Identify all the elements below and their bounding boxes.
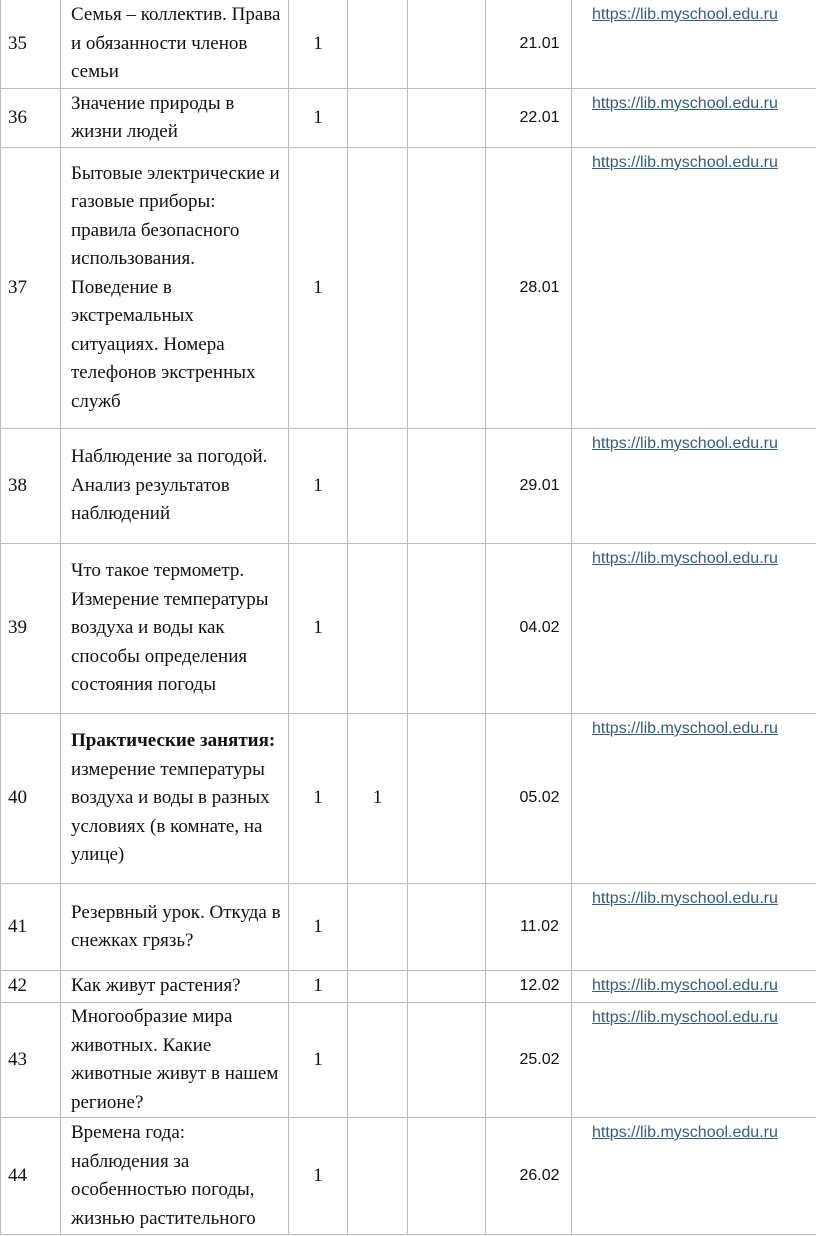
resource-link[interactable]: https://lib.myschool.edu.ru [592,6,778,23]
empty-cell [408,89,486,148]
resource-link-cell [572,429,816,544]
lesson-topic: Бытовые электрические и газовые приборы: правила безопасного использования. Поведение в экстремальных ситуациях. Номера телефонов экстренных служб [61,148,289,429]
lesson-topic: Как живут растения? [61,971,289,1003]
table-row [1,884,816,971]
lesson-date: 11.02 [486,884,572,971]
lesson-number: 36 [1,89,61,148]
table-row [1,0,816,89]
resource-link[interactable]: https://lib.myschool.edu.ru [592,435,778,452]
lesson-date: 25.02 [486,1003,572,1118]
resource-link[interactable]: https://lib.myschool.edu.ru [592,890,778,907]
table-row [1,544,816,714]
resource-link[interactable]: https://lib.myschool.edu.ru [592,1009,778,1026]
resource-link-cell [572,0,816,89]
lesson-date: 05.02 [486,714,572,884]
table-row [1,714,816,884]
resource-link[interactable]: https://lib.myschool.edu.ru [592,977,778,994]
empty-cell [408,148,486,429]
lesson-number: 40 [1,714,61,884]
resource-link[interactable]: https://lib.myschool.edu.ru [592,1124,778,1141]
lesson-topic: Многообразие мира животных. Какие животные живут в нашем регионе? [61,1003,289,1118]
lesson-number: 42 [1,971,61,1003]
lesson-number: 44 [1,1118,61,1235]
lesson-practice-hours [348,0,408,89]
resource-link-cell [572,89,816,148]
lesson-practice-hours [348,971,408,1003]
lesson-number: 37 [1,148,61,429]
empty-cell [408,0,486,89]
empty-cell [408,714,486,884]
lesson-date: 21.01 [486,0,572,89]
lesson-date: 12.02 [486,971,572,1003]
lesson-hours: 1 [289,89,348,148]
resource-link-cell [572,1003,816,1118]
lesson-date: 29.01 [486,429,572,544]
lesson-topic: Что такое термометр. Измерение температуры воздуха и воды как способы определения состояния погоды [61,544,289,714]
lesson-topic: Значение природы в жизни людей [61,89,289,148]
lesson-hours: 1 [289,884,348,971]
resource-link-cell [572,148,816,429]
table-row [1,1118,816,1235]
lesson-topic: Времена года: наблюдения за особенностью погоды, жизнью растительного [61,1118,289,1235]
resource-link-cell [572,884,816,971]
resource-link-cell [572,971,816,1003]
table-row [1,429,816,544]
lesson-practice-hours [348,429,408,544]
lesson-hours: 1 [289,544,348,714]
lesson-practice-hours: 1 [348,714,408,884]
lesson-hours: 1 [289,714,348,884]
lesson-practice-hours [348,89,408,148]
lesson-topic: Семья – коллектив. Права и обязанности членов семьи [61,0,289,89]
lesson-hours: 1 [289,0,348,89]
resource-link[interactable]: https://lib.myschool.edu.ru [592,720,778,737]
lesson-practice-hours [348,1118,408,1235]
lesson-hours: 1 [289,1003,348,1118]
resource-link-cell [572,714,816,884]
empty-cell [408,971,486,1003]
lesson-practice-hours [348,148,408,429]
lesson-date: 28.01 [486,148,572,429]
lesson-date: 04.02 [486,544,572,714]
lesson-number: 41 [1,884,61,971]
lesson-topic: Резервный урок. Откуда в снежках грязь? [61,884,289,971]
lesson-topic [61,714,289,884]
practice-label: Практические занятия: [71,730,276,752]
lesson-number: 38 [1,429,61,544]
lesson-number: 43 [1,1003,61,1118]
table-row [1,1003,816,1118]
empty-cell [408,544,486,714]
empty-cell [408,1003,486,1118]
lesson-date: 22.01 [486,89,572,148]
lesson-practice-hours [348,884,408,971]
lesson-number: 35 [1,0,61,89]
empty-cell [408,1118,486,1235]
lesson-topic: Наблюдение за погодой. Анализ результатов наблюдений [61,429,289,544]
empty-cell [408,429,486,544]
lesson-number: 39 [1,544,61,714]
lesson-hours: 1 [289,971,348,1003]
lesson-practice-hours [348,544,408,714]
lesson-hours: 1 [289,148,348,429]
lesson-hours: 1 [289,429,348,544]
resource-link-cell [572,1118,816,1235]
resource-link[interactable]: https://lib.myschool.edu.ru [592,154,778,171]
table-row [1,89,816,148]
empty-cell [408,884,486,971]
table-row [1,971,816,1003]
lesson-practice-hours [348,1003,408,1118]
lesson-hours: 1 [289,1118,348,1235]
resource-link-cell [572,544,816,714]
resource-link[interactable]: https://lib.myschool.edu.ru [592,95,778,112]
lesson-topic-text: измерение температуры воздуха и воды в разных условиях (в комнате, на улице) [71,758,270,866]
table-row [1,148,816,429]
resource-link[interactable]: https://lib.myschool.edu.ru [592,550,778,567]
lesson-date: 26.02 [486,1118,572,1235]
